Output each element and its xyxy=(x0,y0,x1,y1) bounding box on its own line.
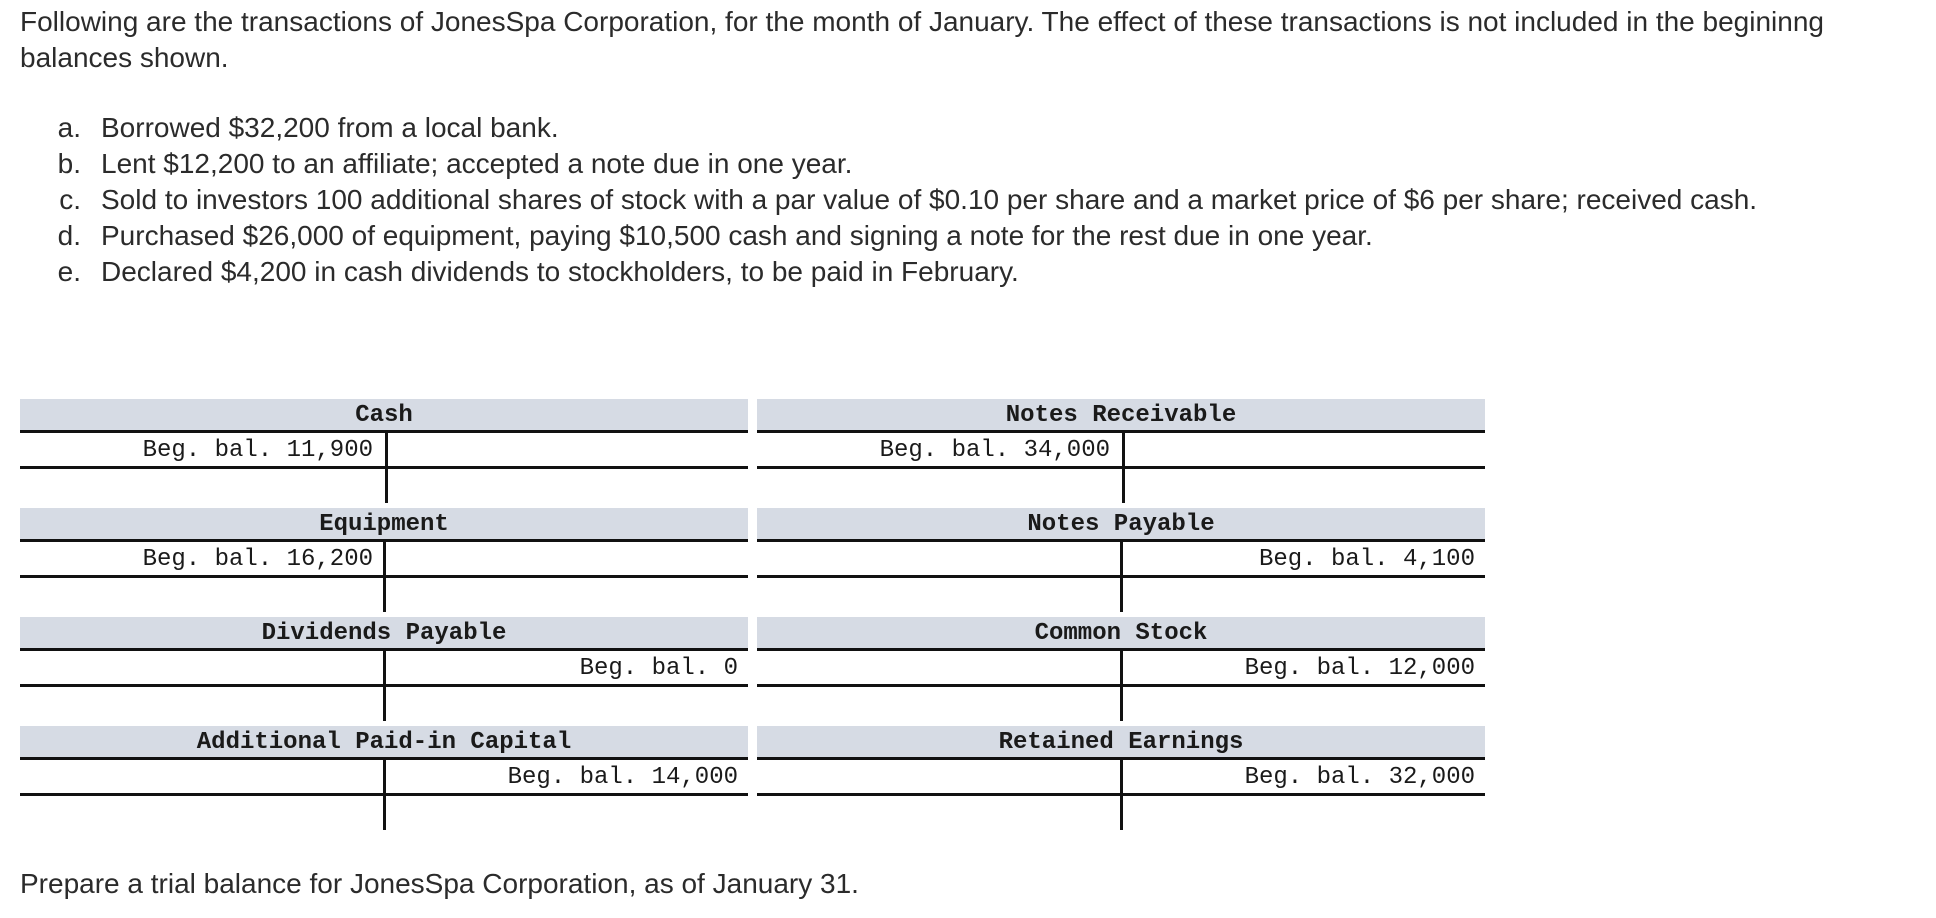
t-account-equipment xyxy=(20,508,748,612)
transaction-letter: c. xyxy=(59,184,81,215)
t-account-divider xyxy=(1120,542,1123,612)
t-account-notes-receivable xyxy=(757,399,1485,503)
t-account-credit: Beg. bal. 4,100 xyxy=(1258,546,1475,573)
transaction-item-e xyxy=(20,254,1920,290)
t-account-divider xyxy=(1120,651,1123,721)
problem-intro: Following are the transactions of JonesSpa Corporation, for the month of January. The effect of these transactions is not included in the begininng balances shown. xyxy=(20,6,1824,73)
t-account-divider xyxy=(383,651,386,721)
t-account-divider xyxy=(1120,760,1123,830)
t-account-title: Notes Payable xyxy=(757,508,1485,542)
t-account-title: Notes Receivable xyxy=(757,399,1485,433)
t-account-credit xyxy=(1123,433,1475,466)
transaction-item-b xyxy=(20,146,1920,182)
t-account-credit: Beg. bal. 0 xyxy=(579,655,738,682)
t-account-divider xyxy=(383,760,386,830)
t-account-title: Cash xyxy=(20,399,748,433)
t-account-debit xyxy=(757,542,1110,575)
t-account-retained-earnings xyxy=(757,726,1485,830)
t-account-credit: Beg. bal. 14,000 xyxy=(507,764,738,791)
transaction-item-d xyxy=(20,218,1920,254)
t-account-credit: Beg. bal. 12,000 xyxy=(1244,655,1475,682)
transaction-letter: e. xyxy=(57,256,81,287)
t-account-credit xyxy=(386,433,738,466)
t-account-title: Dividends Payable xyxy=(20,617,748,651)
transaction-text: Lent $12,200 to an affiliate; accepted a note due in one year. xyxy=(101,148,853,179)
t-account-title: Additional Paid-in Capital xyxy=(20,726,748,760)
t-account-debit: Beg. bal. 11,900 xyxy=(142,437,373,464)
t-account-additional-paid-in-capital xyxy=(20,726,748,830)
t-account-dividends-payable xyxy=(20,617,748,721)
t-account-divider xyxy=(1122,433,1125,503)
t-account-debit: Beg. bal. 34,000 xyxy=(879,437,1110,464)
t-account-debit xyxy=(20,651,373,684)
transaction-letter: a. xyxy=(57,112,81,143)
t-account-divider xyxy=(383,542,386,612)
t-account-title: Equipment xyxy=(20,508,748,542)
t-account-credit: Beg. bal. 32,000 xyxy=(1244,764,1475,791)
t-account-debit xyxy=(757,651,1110,684)
transaction-text: Declared $4,200 in cash dividends to stockholders, to be paid in February. xyxy=(101,256,1019,287)
transaction-letter: b. xyxy=(57,148,81,179)
t-account-notes-payable xyxy=(757,508,1485,612)
transaction-list xyxy=(20,110,1920,290)
transaction-letter: d. xyxy=(57,220,81,251)
t-account-title: Retained Earnings xyxy=(757,726,1485,760)
transaction-text: Purchased $26,000 of equipment, paying $10,500 cash and signing a note for the rest due in one year. xyxy=(101,220,1373,251)
transaction-item-c xyxy=(20,182,1920,218)
transaction-text: Borrowed $32,200 from a local bank. xyxy=(101,112,559,143)
t-account-debit xyxy=(757,760,1110,793)
t-account-debit: Beg. bal. 16,200 xyxy=(142,546,373,573)
transaction-item-a xyxy=(20,110,1920,146)
trial-balance-prompt: Prepare a trial balance for JonesSpa Corporation, as of January 31. xyxy=(20,868,859,899)
t-account-cash xyxy=(20,399,748,503)
t-account-debit xyxy=(20,760,373,793)
t-account-divider xyxy=(385,433,388,503)
t-account-common-stock xyxy=(757,617,1485,721)
t-account-title: Common Stock xyxy=(757,617,1485,651)
transaction-text: Sold to investors 100 additional shares of stock with a par value of $0.10 per share and a market price of $6 per share; received cash. xyxy=(101,184,1758,215)
t-account-credit xyxy=(386,542,738,575)
